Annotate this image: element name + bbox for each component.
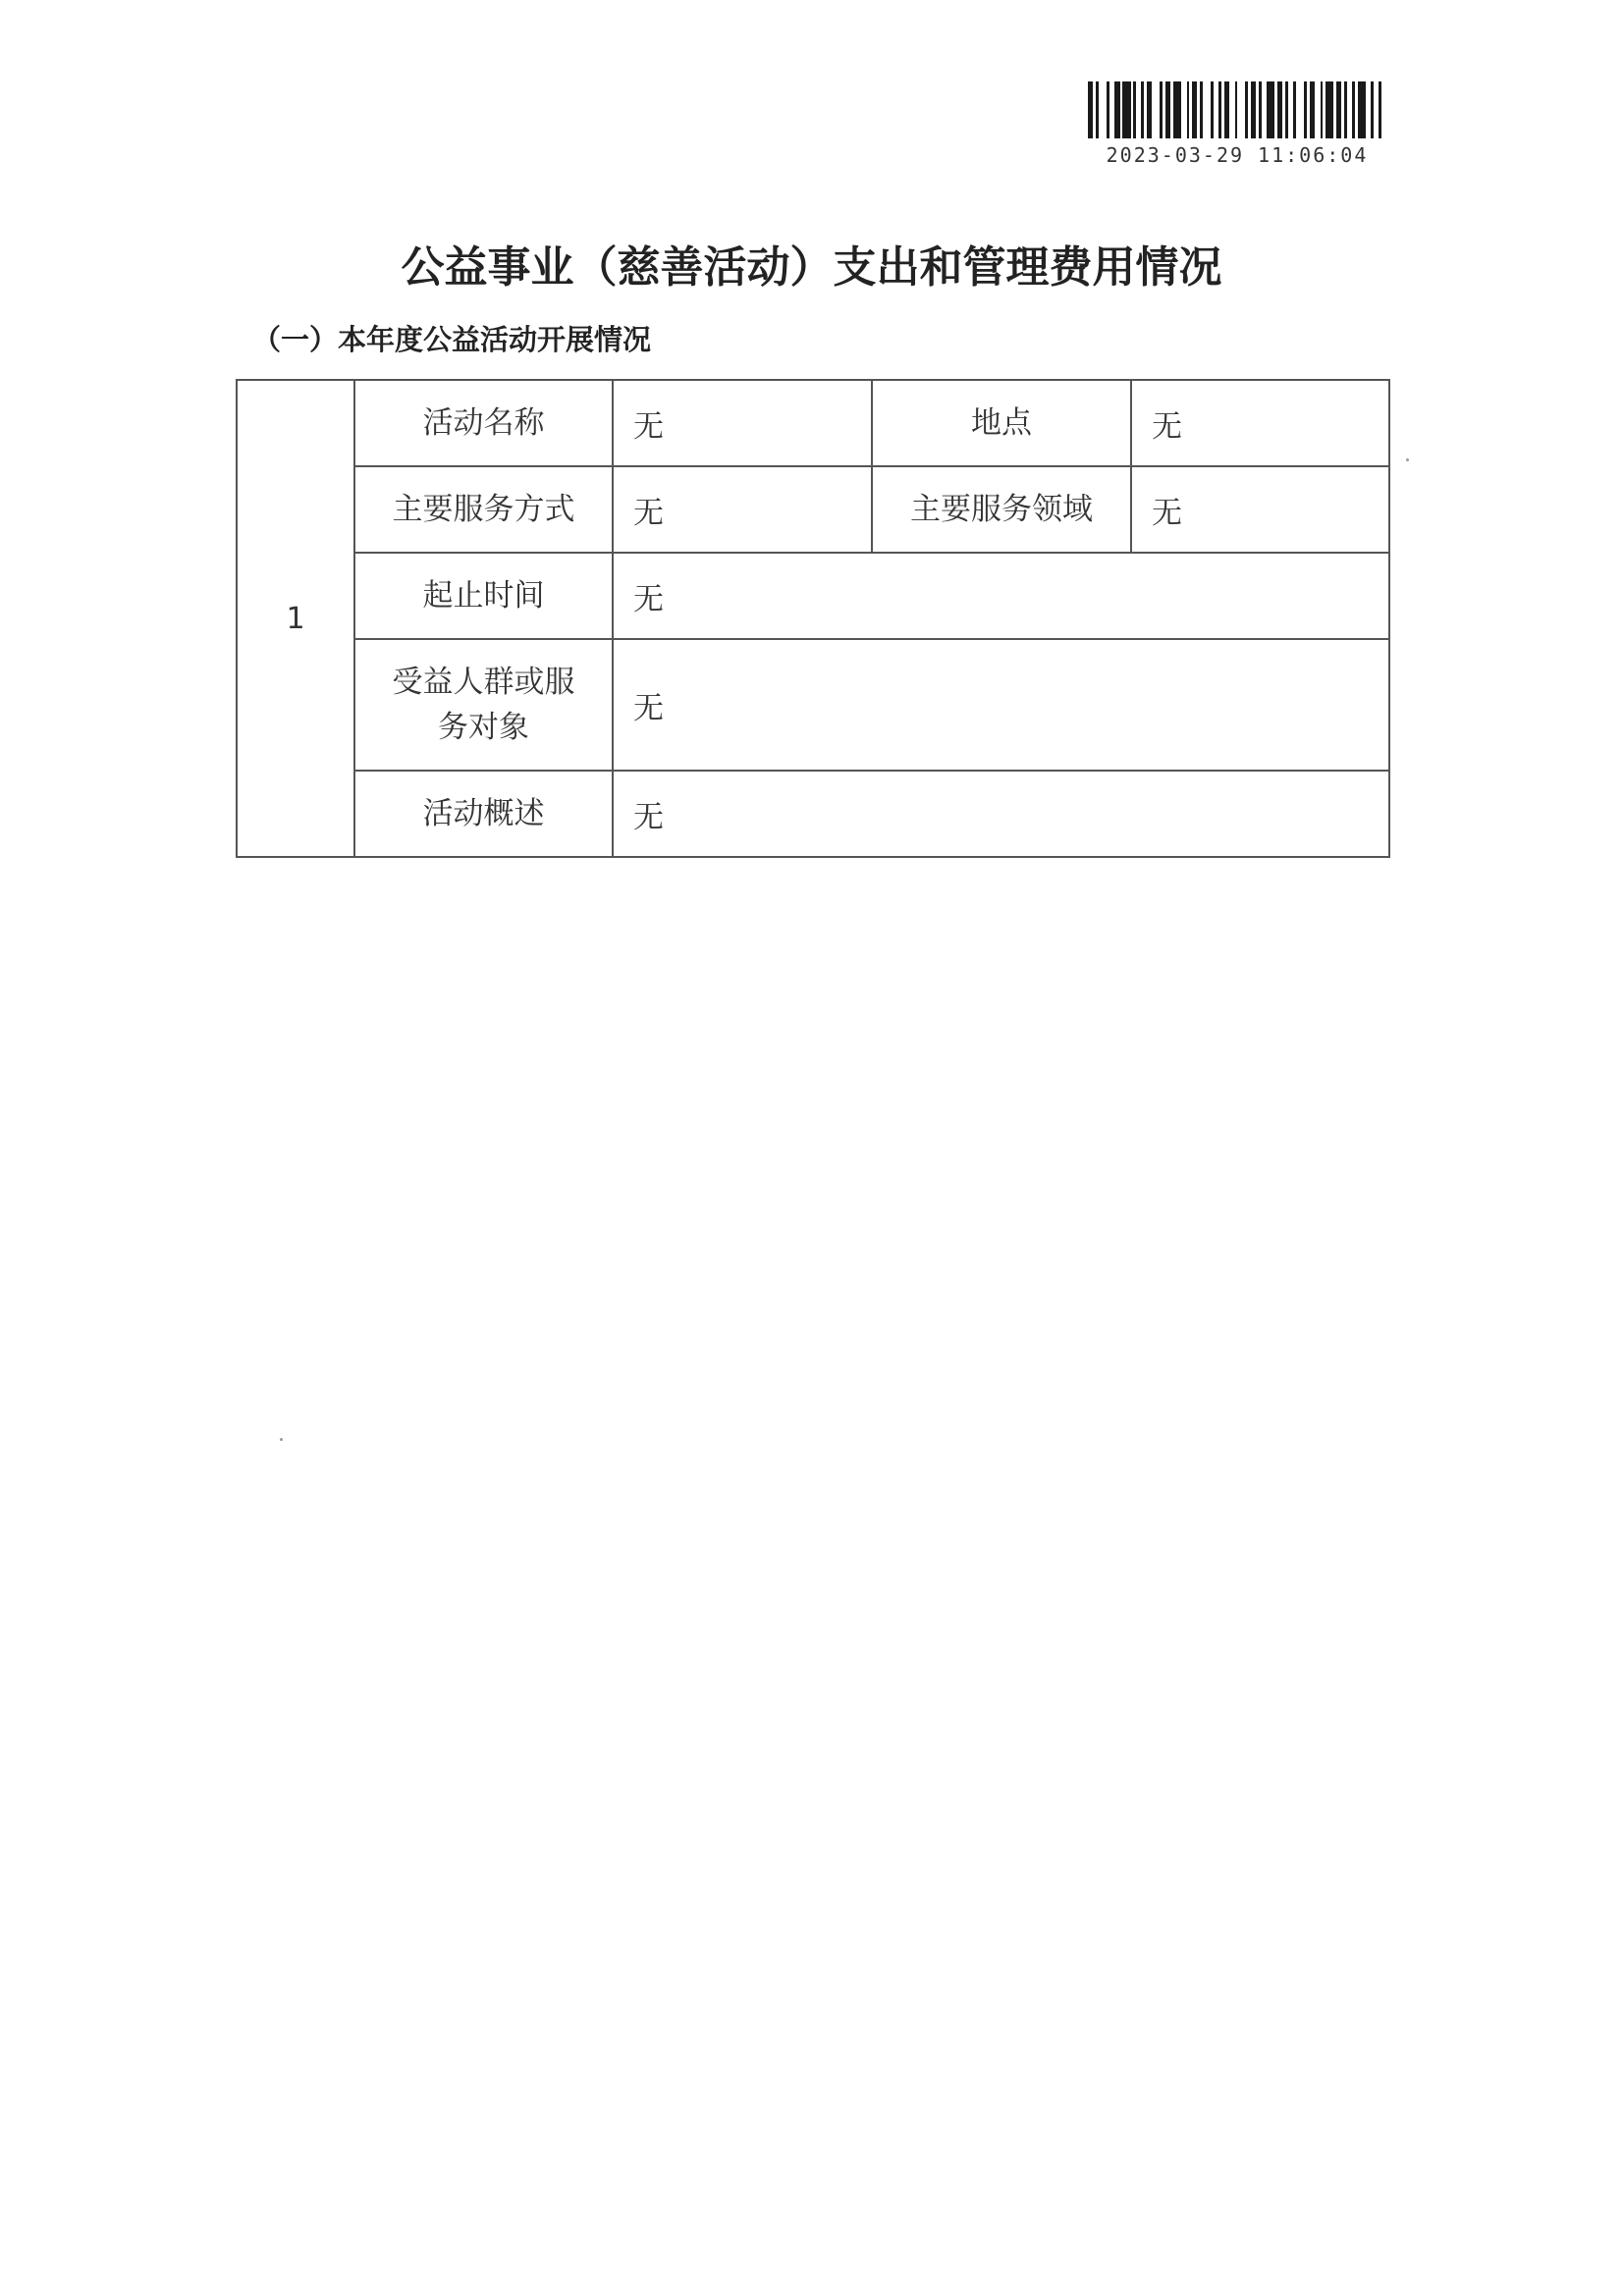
summary-value: 无 bbox=[613, 771, 1389, 857]
service-field-value: 无 bbox=[1131, 466, 1389, 553]
location-value: 无 bbox=[1131, 380, 1389, 466]
table-row bbox=[237, 553, 1389, 639]
service-field-label: 主要服务领域 bbox=[872, 466, 1131, 553]
table-row bbox=[237, 380, 1389, 466]
table-row bbox=[237, 466, 1389, 553]
beneficiaries-label-line2: 务对象 bbox=[438, 710, 529, 745]
scan-timestamp: 2023-03-29 11:06:04 bbox=[1106, 143, 1369, 167]
beneficiaries-label-line1: 受益人群或服 bbox=[392, 665, 575, 700]
service-method-label: 主要服务方式 bbox=[354, 466, 613, 553]
table-row bbox=[237, 639, 1389, 771]
scan-speck bbox=[1406, 458, 1409, 461]
service-method-value: 无 bbox=[613, 466, 872, 553]
section-heading: （一）本年度公益活动开展情况 bbox=[252, 323, 652, 356]
document-title: 公益事业（慈善活动）支出和管理费用情况 bbox=[401, 242, 1222, 293]
scan-speck bbox=[280, 1438, 283, 1441]
beneficiaries-value: 无 bbox=[613, 639, 1389, 771]
location-label: 地点 bbox=[872, 380, 1131, 466]
period-value: 无 bbox=[613, 553, 1389, 639]
period-label: 起止时间 bbox=[354, 553, 613, 639]
barcode bbox=[1088, 81, 1384, 138]
table-row bbox=[237, 771, 1389, 857]
activity-table bbox=[236, 379, 1390, 858]
activity-index: 1 bbox=[237, 380, 354, 857]
beneficiaries-label bbox=[354, 639, 613, 771]
summary-label: 活动概述 bbox=[354, 771, 613, 857]
activity-name-label: 活动名称 bbox=[354, 380, 613, 466]
activity-name-value: 无 bbox=[613, 380, 872, 466]
